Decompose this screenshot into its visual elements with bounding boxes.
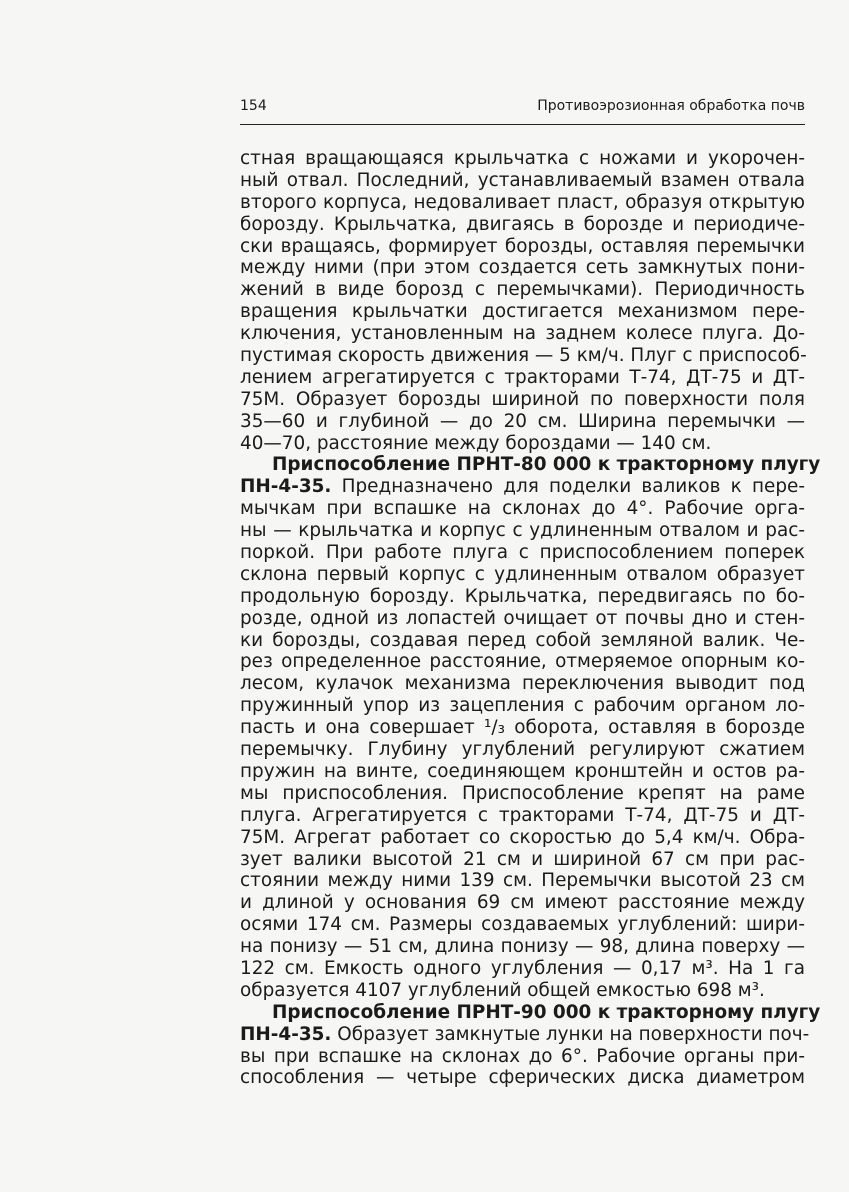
text-line [240, 301, 805, 323]
line-text: 40—70, расстояние между бороздами — 140 см. [240, 432, 712, 454]
text-line [240, 148, 805, 170]
text-line [240, 323, 805, 345]
line-text: 75М. Образует борозды шириной по поверхности поля [240, 388, 805, 410]
bold-heading: Приспособление ПРНТ-90 000 к тракторному плугу [272, 1001, 821, 1023]
text-line [240, 476, 805, 498]
text-line [240, 717, 805, 739]
line-text: лением агрегатируется с тракторами Т-74, ДТ-75 и ДТ- [240, 366, 805, 388]
line-text: Образует замкнутые лунки на поверхности поч- [331, 1023, 810, 1045]
page-number: 154 [240, 98, 267, 114]
text-line [240, 849, 805, 871]
line-text: розде, одной из лопастей очищает от почвы дно и стен- [240, 607, 805, 629]
line-text: 122 см. Емкость одного углубления — 0,17 м³. На 1 га [240, 957, 805, 979]
line-text: пружин на винте, соединяющем кронштейн и остов ра- [240, 760, 805, 782]
text-line [240, 279, 805, 301]
line-text: между ними (при этом создается сеть замкнутых пони- [240, 257, 805, 279]
line-text: второго корпуса, недоваливает пласт, образуя открытую [240, 191, 805, 213]
line-text: мычкам при вспашке на склонах до 4°. Рабочие орга- [240, 498, 805, 520]
text-line [240, 673, 805, 695]
text-line [240, 236, 805, 258]
text-line [240, 454, 821, 476]
bold-heading: ПН-4-35. [240, 1023, 332, 1045]
text-line [240, 389, 805, 411]
line-text: и длиной у основания 69 см имеют расстояние между [240, 892, 805, 914]
running-title: Противоэрозионная обработка почв [537, 98, 805, 114]
line-text: вы при вспашке на склонах до 6°. Рабочие органы при- [240, 1045, 805, 1067]
text-line [240, 1046, 805, 1068]
line-text: пасть и она совершает ¹/₃ оборота, оставляя в борозде [240, 717, 805, 739]
line-text: перемычку. Глубину углублений регулируют сжатием [240, 739, 805, 761]
text-line [240, 761, 805, 783]
bold-heading: ПН-4-35. [240, 476, 332, 498]
text-line [240, 783, 805, 805]
text-line [240, 958, 805, 980]
line-text: 75М. Агрегат работает со скоростью до 5,4 км/ч. Обра- [240, 826, 805, 848]
line-text: зует валики высотой 21 см и шириной 67 см при рас- [240, 848, 805, 870]
text-line [240, 827, 805, 849]
line-text: мы приспособления. Приспособление крепят на раме [240, 782, 805, 804]
text-line [240, 520, 805, 542]
line-text: способления — четыре сферических диска диаметром [240, 1067, 805, 1089]
line-text: склона первый корпус с удлиненным отвалом образует [240, 563, 805, 585]
line-text: ный отвал. Последний, устанавливаемый взамен отвала [240, 169, 805, 191]
line-text: рез определенное расстояние, отмеряемое опорным ко- [240, 651, 805, 673]
text-line [240, 892, 805, 914]
bold-heading: Приспособление ПРНТ-80 000 к тракторному плугу [272, 454, 821, 476]
text-line [240, 345, 805, 367]
line-text: ключения, установленным на заднем колесе плуга. До- [240, 323, 805, 345]
text-line [240, 914, 805, 936]
line-text: осями 174 см. Размеры создаваемых углублений: шири- [240, 914, 805, 936]
line-text: 35—60 и глубиной — до 20 см. Ширина перемычки — [240, 410, 805, 432]
line-text: продольную борозду. Крыльчатка, передвигаясь по бо- [240, 585, 805, 607]
text-line [240, 1001, 821, 1024]
text-line [240, 739, 805, 761]
text-line [240, 542, 805, 564]
text-line [240, 257, 805, 279]
line-text: ки борозды, создавая перед собой земляной валик. Че- [240, 629, 805, 651]
line-text: вращения крыльчатки достигается механизмом пере- [240, 301, 805, 323]
line-text: стоянии между ними 139 см. Перемычки высотой 23 см [240, 870, 805, 892]
text-line [240, 433, 805, 455]
text-line [240, 870, 805, 892]
text-line [240, 192, 805, 214]
line-text: Предназначено для поделки валиков к пере- [331, 476, 805, 498]
text-line [240, 936, 805, 958]
text-line [240, 1023, 810, 1046]
line-text: на понизу — 51 см, длина понизу — 98, длина поверху — [240, 936, 805, 958]
text-line [240, 805, 805, 827]
text-line [240, 411, 805, 433]
text-line [240, 170, 805, 192]
line-text: стная вращающаяся крыльчатка с ножами и укорочен- [240, 148, 805, 169]
text-line [240, 608, 805, 630]
page-header [240, 98, 805, 120]
text-line [240, 1067, 805, 1089]
line-text: ны — крыльчатка и корпус с удлиненным отвалом и рас- [240, 520, 805, 542]
line-text: пружинный упор из зацепления с рабочим органом ло- [240, 695, 805, 717]
text-line [240, 498, 805, 520]
text-line [240, 980, 805, 1002]
header-rule [240, 124, 805, 125]
line-text: жений в виде борозд с перемычками). Периодичность [240, 279, 805, 301]
text-line [240, 651, 805, 673]
text-line [240, 695, 805, 717]
line-text: пустимая скорость движения — 5 км/ч. Плуг с приспособ- [240, 345, 807, 367]
line-text: ски вращаясь, формирует борозды, оставляя перемычки [240, 235, 805, 257]
line-text: плуга. Агрегатируется с тракторами Т-74, ДТ-75 и ДТ- [240, 804, 805, 826]
text-line [240, 367, 805, 389]
text-line [240, 564, 805, 586]
line-text: борозду. Крыльчатка, двигаясь в борозде и периодиче- [240, 213, 805, 235]
text-line [240, 586, 805, 608]
body-text [240, 148, 821, 1089]
line-text: лесом, кулачок механизма переключения выводит под [240, 673, 805, 695]
text-line [240, 630, 805, 652]
line-text: образуется 4107 углублений общей емкостью 698 м³. [240, 979, 765, 1001]
line-text: поркой. При работе плуга с приспособлением поперек [240, 542, 805, 564]
text-line [240, 214, 805, 236]
